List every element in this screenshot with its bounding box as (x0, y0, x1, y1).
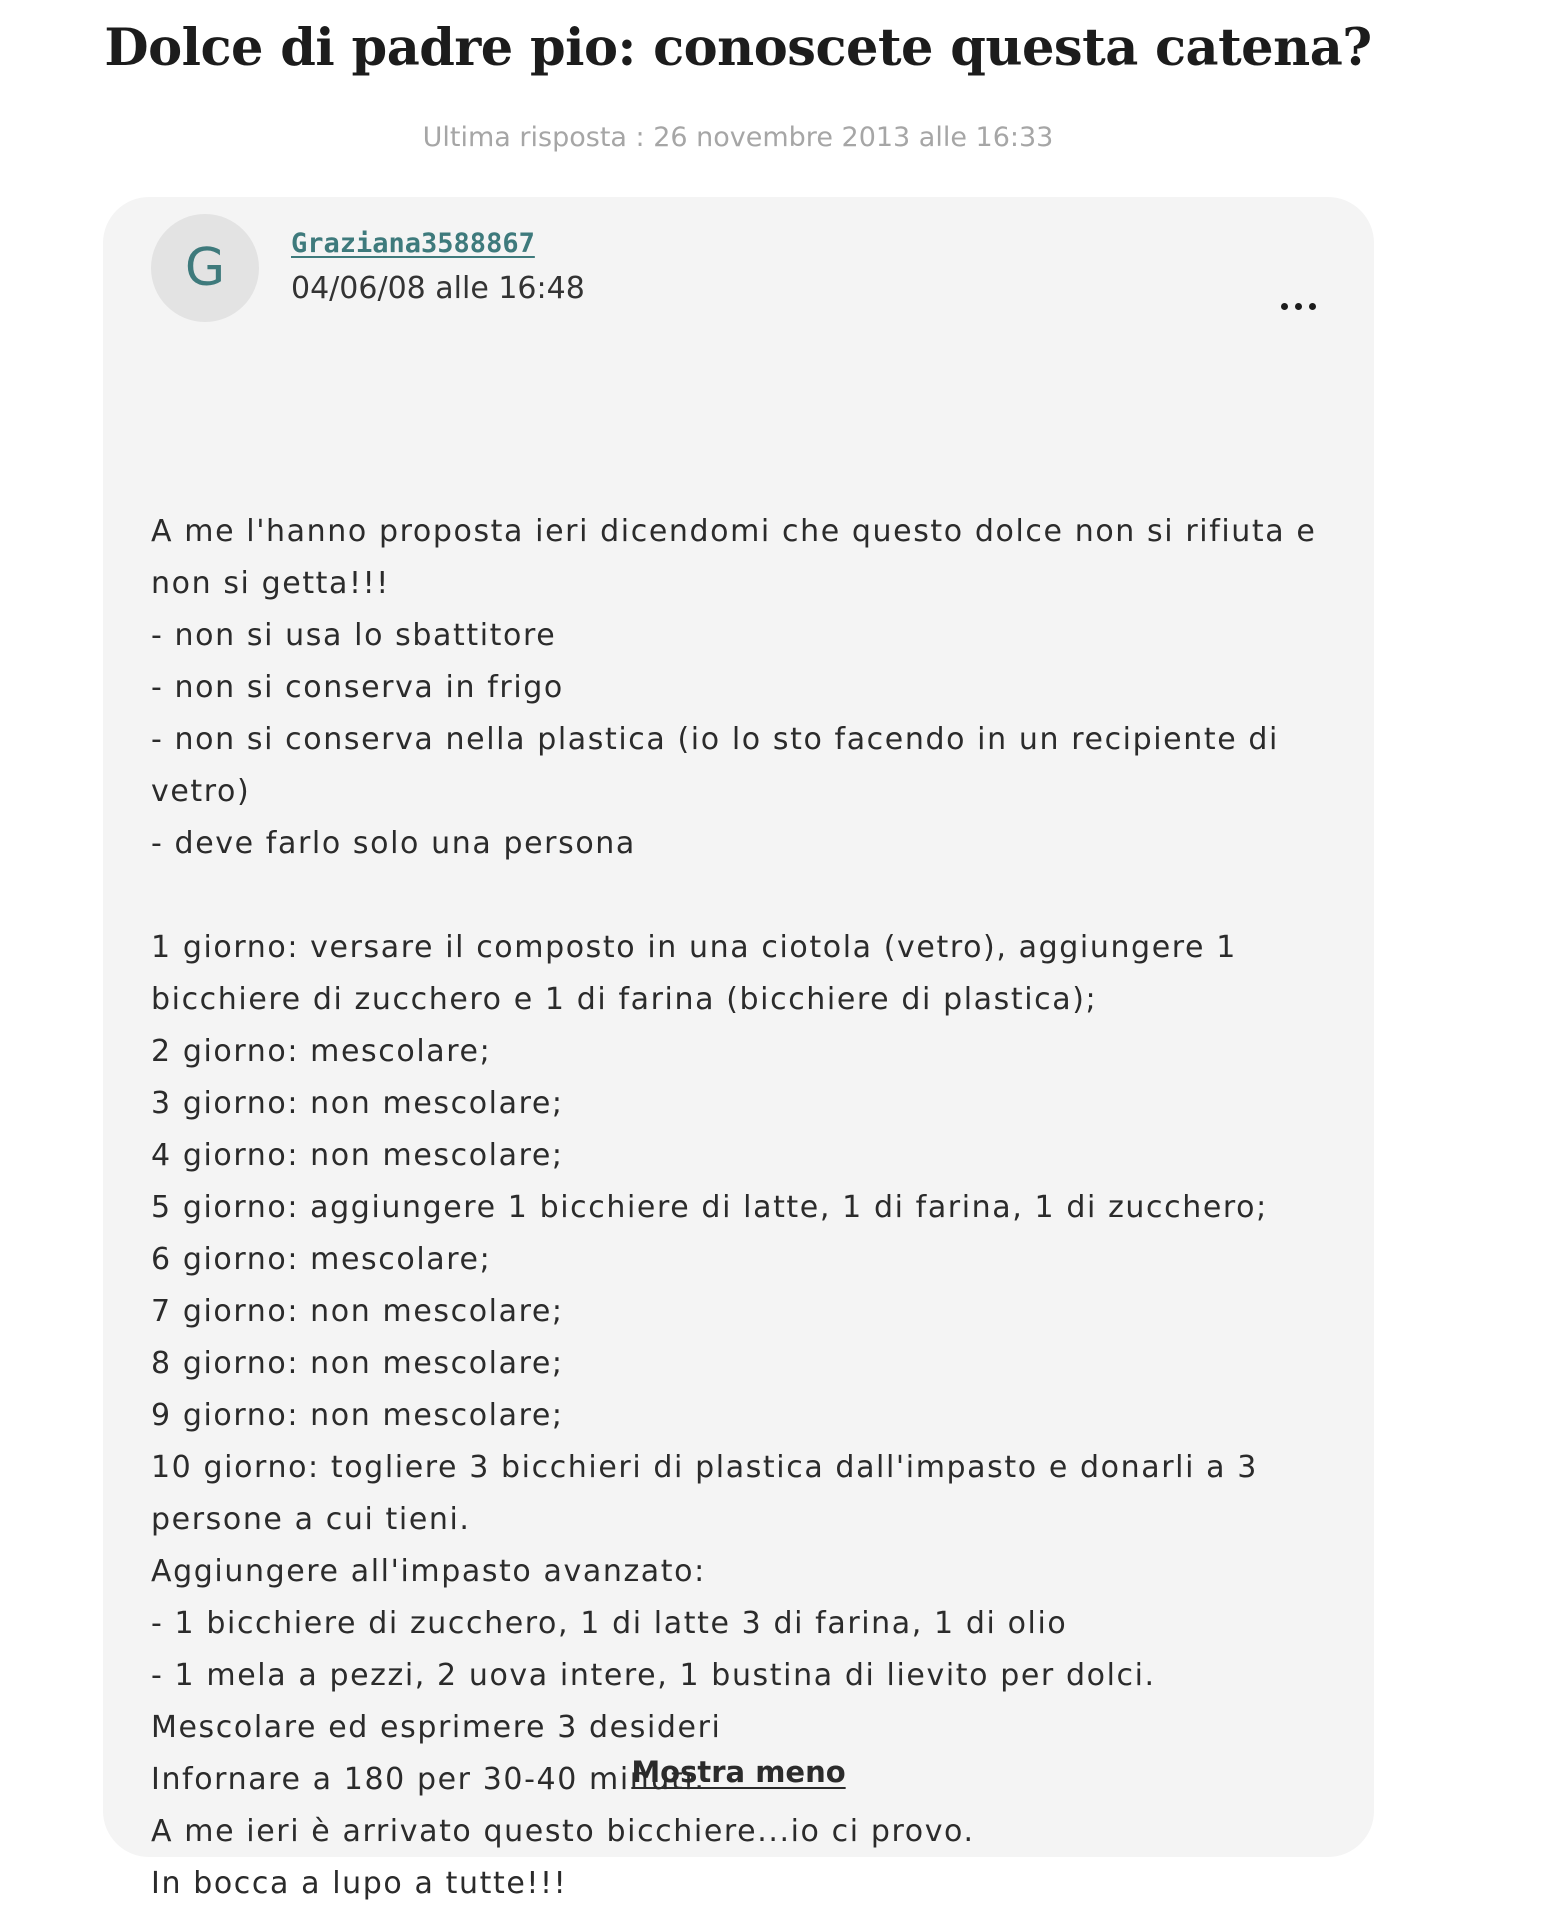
post-body-line: 6 giorno: mescolare; (151, 1242, 492, 1277)
post-timestamp: 04/06/08 alle 16:48 (291, 271, 585, 306)
post-body-line: A me ieri è arrivato questo bicchiere...io ci provo. (151, 1814, 975, 1849)
post-body-line: - non si usa lo sbattitore (151, 618, 557, 653)
dot (1295, 303, 1302, 310)
post-body-line: - deve farlo solo una persona (151, 826, 636, 861)
post-body-line: persone a cui tieni. (151, 1502, 471, 1537)
dot (1309, 303, 1316, 310)
post-body (151, 506, 1317, 1910)
post-body-line: A me l'hanno proposta ieri dicendomi che questo dolce non si rifiuta e (151, 514, 1317, 549)
post-body-line: Mescolare ed esprimere 3 desideri (151, 1710, 722, 1745)
post-body-line: In bocca a lupo a tutte!!! (151, 1866, 568, 1901)
post-body-line: 5 giorno: aggiungere 1 bicchiere di latte, 1 di farina, 1 di zucchero; (151, 1190, 1268, 1225)
post-body-line (151, 870, 1311, 922)
post-body-line: vetro) (151, 774, 251, 809)
dot (1281, 303, 1288, 310)
post-body-line: - non si conserva in frigo (151, 670, 564, 705)
post-body-line: 2 giorno: mescolare; (151, 1034, 492, 1069)
post-body-line: 1 giorno: versare il composto in una ciotola (vetro), aggiungere 1 (151, 930, 1237, 965)
post-body-line: bicchiere di zucchero e 1 di farina (bicchiere di plastica); (151, 982, 1098, 1017)
post-body-line: - non si conserva nella plastica (io lo sto facendo in un recipiente di (151, 722, 1279, 757)
post-body-line: 3 giorno: non mescolare; (151, 1086, 564, 1121)
post-body-line: 10 giorno: togliere 3 bicchieri di plastica dall'impasto e donarli a 3 (151, 1450, 1258, 1485)
post-body-line: - 1 bicchiere di zucchero, 1 di latte 3 di farina, 1 di olio (151, 1606, 1068, 1641)
last-reply-info: Ultima risposta : 26 novembre 2013 alle 16:33 (422, 122, 1054, 153)
post-body-line: Infornare a 180 per 30-40 minuti. (151, 1762, 706, 1797)
avatar: G (151, 214, 259, 322)
post-body-line: 8 giorno: non mescolare; (151, 1346, 564, 1381)
post-body-line: Aggiungere all'impasto avanzato: (151, 1554, 706, 1589)
show-less-button[interactable]: Mostra meno (631, 1755, 846, 1789)
post-body-line: - 1 mela a pezzi, 2 uova intere, 1 bustina di lievito per dolci. (151, 1658, 1156, 1693)
post-body-line: 9 giorno: non mescolare; (151, 1398, 564, 1433)
page-title: Dolce di padre pio: conoscete questa catena? (104, 18, 1372, 78)
post-card (103, 197, 1374, 1901)
author-link[interactable]: Graziana3588867 (291, 228, 535, 259)
post-body-line: non si getta!!! (151, 566, 390, 601)
post-body-line: 4 giorno: non mescolare; (151, 1138, 564, 1173)
post-body-line: 7 giorno: non mescolare; (151, 1294, 564, 1329)
more-options-icon[interactable] (1277, 291, 1327, 321)
